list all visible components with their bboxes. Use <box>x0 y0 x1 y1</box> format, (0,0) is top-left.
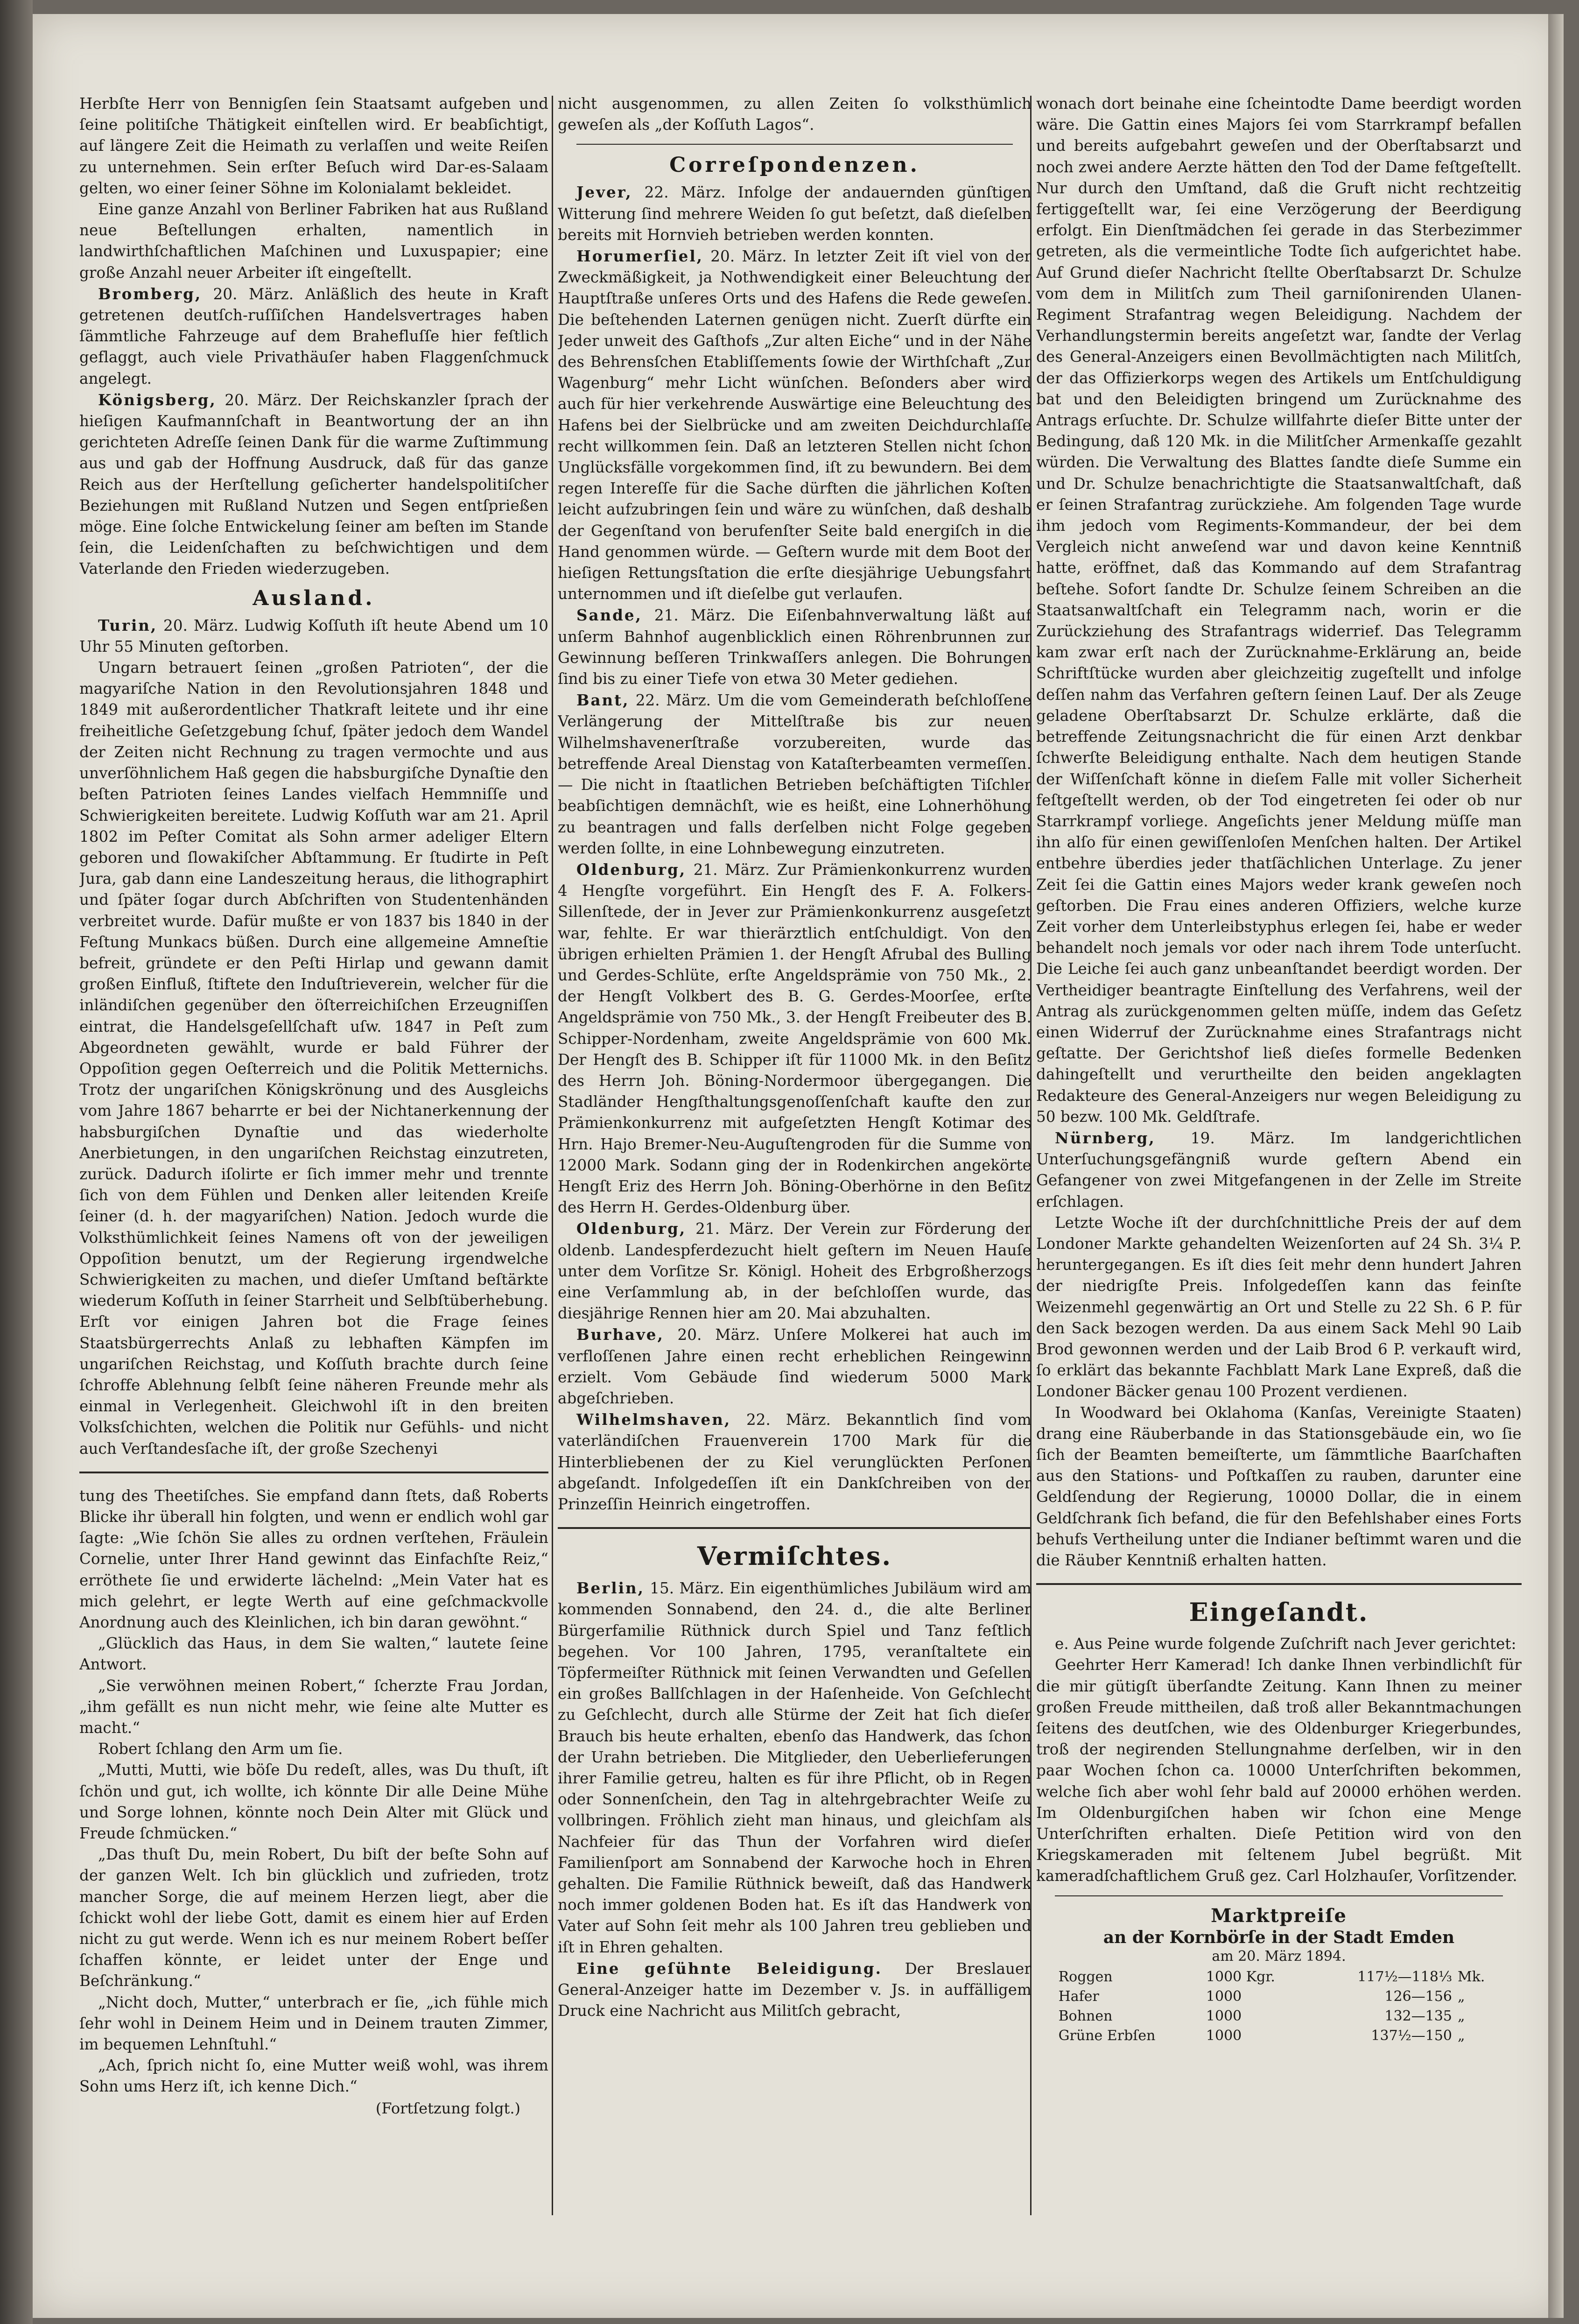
grain-unit: „ <box>1458 2027 1465 2044</box>
section-heading-vermischtes: Vermiſchtes. <box>697 1541 892 1571</box>
news-body: 22. März. Um die vom Gemeinderath beſchloſſene Verlängerung der Mittelſtraße bis zur neuen Wilhelmshavenerſtraße vorzubereiten, wurde das betreffende Areal Dienstag von Kataſterbeamten vermeſſen. — Die nicht in ſtaatlichen Betrieben beſchäftigten Tiſchler beabſichtigen demnächſt, wie es heißt, eine Lohnerhöhung zu beantragen und falls derſelben nicht Folge gegeben werden ſollte, in eine Lohnbewegung einzutreten. <box>558 691 1032 857</box>
grain-price: 117½—118⅓ <box>1357 1968 1453 1985</box>
dateline-city: Horumerſiel, <box>576 247 703 266</box>
section-divider <box>576 144 1013 145</box>
dateline-city: Königsberg, <box>98 390 217 409</box>
grain-quantity: 1000 <box>1206 2027 1242 2044</box>
news-body: 20. März. In letzter Zeit iſt viel von der Zweckmäßigkeit, ja Nothwendigkeit einer Beleuchtung der Hauptſtraße unſeres Orts und des Hafens die Rede geweſen. Die beſtehenden Laternen genügen nicht. Zuerſt dürfte ein Jeder unweit des Gaſthofs „Zur alten Eiche“ und in der Nähe des Behrensſchen Etabliſſements ſowie der Wirthſchaft „Zur Wagenburg“ mehr Licht wünſchen. Beſonders aber wird auch für hier verkehrende Auswärtige eine Beleuchtung des Hafens bei der Sielbrücke und am zweiten Deichdurchlaſſe recht willkommen ſein. Daß an letzteren Stellen nicht ſchon Unglücksfälle vorgekommen ſind, iſt zu bewundern. Bei dem regen Intereſſe für die Sache dürften die jährlichen Koſten leicht aufzubringen ſein und wäre zu wünſchen, daß deshalb der Gegenſtand von berufenſter Seite bald energiſch in die Hand genommen würde. — Geſtern wurde mit dem Boot der hieſigen Rettungsſtation die erſte diesjährige Uebungsfahrt unternommen und iſt dieſelbe gut verlaufen. <box>558 247 1032 603</box>
news-wilhelmshaven <box>558 1409 1032 1515</box>
grain-quantity: 1000 <box>1206 2007 1242 2024</box>
grain-unit: „ <box>1458 1988 1465 2005</box>
news-body: 21. März. Die Eiſenbahnverwaltung läßt auf unſerm Bahnhof augenblicklich einen Röhrenbrunnen zur Gewinnung beſſeren Trinkwaſſers anlegen. Die Bohrungen ſind bis zu einer Tiefe von etwa 30 Meter gediehen. <box>558 606 1032 688</box>
grain-name: Roggen <box>1058 1968 1113 1985</box>
news-bant <box>558 690 1032 859</box>
grain-price: 132—135 <box>1384 2007 1453 2024</box>
news-oldenburg-2 <box>558 1218 1032 1324</box>
feuilleton-paragraph: tung des Theetiſches. Sie empfand dann ſtets, daß Roberts Blicke ihr überall hin folgten, und wenn er endlich wohl gar ſagte: „Wie ſchön Sie alles zu ordnen verſtehen, Fräulein Cornelie, unter Ihrer Hand gewinnt das Einfachſte Reiz,“ erröthete ſie und erwiderte lächelnd: „Mein Vater hat es mich gelehrt, er legte Werth auf eine geſchmackvolle Anordnung auch des Kleinlichen, ich bin daran gewöhnt.“ <box>79 1486 548 1632</box>
section-divider <box>1036 1583 1522 1585</box>
page-edge <box>1548 14 1564 2318</box>
news-koenigsberg <box>79 389 548 580</box>
grain-unit: Mk. <box>1458 1968 1485 1985</box>
column-rule-1 <box>552 96 553 2215</box>
market-price-table <box>1056 1967 1502 2046</box>
news-body: 20. März. Anläßlich des heute in Kraft getretenen deutſch-ruſſiſchen Handelsvertrages haben ſämmtliche Fahrzeuge auf dem Brahefluſſe hier feſtlich geflaggt, auch viele Privathäuſer haben Flaggenſchmuck angelegt. <box>79 285 548 387</box>
table-row <box>1056 2026 1502 2046</box>
grain-name: Grüne Erbſen <box>1058 2027 1156 2044</box>
column-1 <box>79 93 548 2218</box>
dateline-city: Wilhelmshaven, <box>576 1410 731 1429</box>
binding-gutter <box>0 0 33 2324</box>
table-row <box>1056 1967 1502 1987</box>
feuilleton-paragraph: Robert ſchlang den Arm um ſie. <box>98 1740 343 1758</box>
grain-quantity: 1000 <box>1206 1988 1242 2005</box>
feuilleton-paragraph: „Sie verwöhnen meinen Robert,“ ſcherzte Frau Jordan, „ihm gefällt es nun nicht mehr, wie ſeine alte Mutter es macht.“ <box>79 1676 548 1737</box>
feuilleton-divider <box>79 1472 548 1473</box>
news-jever <box>558 182 1032 246</box>
news-berlin <box>558 1578 1032 1958</box>
news-body: 21. März. Der Verein zur Förderung der oldenb. Landespferdezucht hielt geſtern im Neuen Hauſe unter dem Vorſitze Sr. Königl. Hoheit des Erbgroßherzogs eine Verſammlung ab, in der beſchloſſen wurde, das diesjährige Rennen hier am 20. Mai abzuhalten. <box>558 1220 1032 1323</box>
article-paragraph: wonach dort beinahe eine ſcheintodte Dame beerdigt worden wäre. Die Gattin eines Majors ſei vom Starrkrampf befallen und bereits aufgebahrt geweſen und der Oberſtabsarzt und noch zwei andere Aerzte hätten den Tod der Dame feſtgeſtellt. Nur durch den Umſtand, daß die Gruft nicht rechtzeitig fertiggeſtellt war, ſei eine Verzögerung der Beerdigung erfolgt. Ein Dienſtmädchen ſei gerade in das Sterbezimmer getreten, als die vermeintliche Todte ſich aufgerichtet habe. Auf Grund dieſer Nachricht ſtellte Oberſtabsarzt Dr. Schulze vom dem in Militſch zum Theil garniſonirenden Ulanen-Regiment Strafantrag wegen Beleidigung. Nachdem der Verhandlungstermin bereits angeſetzt war, ſandte der Verlag des General-Anzeigers einen Bevollmächtigten nach Militſch, der das Offizierkorps wegen des Artikels um Entſchuldigung bat und den Beleidigten bringend um Zurücknahme des Antrags erſuchte. Dr. Schulze willfahrte dieſer Bitte unter der Bedingung, daß 120 Mk. in die Militſcher Armenkaſſe gezahlt würden. Die Verwaltung des Blattes ſandte dieſe Summe ein und Dr. Schulze benachrichtigte die Staatsanwaltſchaft, daß er ſeinen Strafantrag zurückziehe. Am folgenden Tage wurde ihm jedoch vom Regiments-Kommandeur, der bei dem Vergleich nicht anweſend war und davon keine Kenntniß hatte, eröffnet, daß das Kommando auf dem Strafantrag beſtehe. Sofort ſandte Dr. Schulze ſeinem Schreiben an die Staatsanwaltſchaft ein Telegramm nach, worin er die Zurückziehung des Strafantrags widerrief. Das Telegramm kam zwar erſt nach der Zurücknahme-Erklärung an, beide Schriftſtücke wurden aber gleichzeitig zugeſtellt und infolge deſſen nahm das Verfahren geſtern ſeinen Lauf. Der als Zeuge geladene Oberſtabsarzt Dr. Schulze erklärte, daß die betreffende Zeitungsnachricht die für einen Arzt denkbar ſchwerſte Beleidigung enthalte. Nach dem heutigen Stande der Wiſſenſchaft könne in dieſem Falle mit voller Sicherheit feſtgeſtellt werden, ob der Tod eingetreten ſei oder ob nur Starrkrampf vorliege. Angeſichts jener Meldung müſſe man ihn alſo für einen gewiſſenloſen Menſchen halten. Der Artikel entbehre überdies jeder thatſächlichen Unterlage. Zu jener Zeit ſei die Gattin eines Majors weder krank geweſen noch geſtorben. Die Frau eines anderen Offiziers, welche kurze Zeit vorher dem Unterleibstyphus erlegen ſei, habe er weder behandelt noch jemals vor oder nach ihrem Tode unterſucht. Die Leiche ſei auch ganz unbeanſtandet beerdigt worden. Der Vertheidiger beantragte Einſtellung des Verfahrens, weil der Antrag als zurückgenommen gelten müſſe, indem das Geſetz einen Widerruf der Zurücknahme eines Strafantrags nicht geſtatte. Der Gerichtshof ließ dieſes formelle Bedenken dahingeſtellt und verurtheilte den beiden angeklagten Redakteure des General-Anzeigers nur wegen Beleidigung zu 50 bezw. 100 Mk. Geldſtrafe. <box>1036 95 1522 1126</box>
news-nuernberg <box>1036 1127 1522 1212</box>
section-heading-correspondenzen: Correſpondenzen. <box>669 153 920 177</box>
continuation-note: (Fortſetzung folgt.) <box>375 2099 520 2117</box>
grain-price: 137½—150 <box>1371 2027 1453 2044</box>
feuilleton-paragraph: „Ach, ſprich nicht ſo, eine Mutter weiß wohl, was ihrem Sohn ums Herz iſt, ich kenne Dich.“ <box>79 2056 548 2096</box>
article-paragraph: nicht ausgenommen, zu allen Zeiten ſo volksthümlich geweſen als „der Koſſuth Lagos“. <box>558 95 1032 134</box>
table-row <box>1056 2007 1502 2026</box>
news-oldenburg-1 <box>558 859 1032 1218</box>
dateline-city: Burhave, <box>576 1325 664 1344</box>
eingesandt-intro: e. Aus Peine wurde folgende Zuſchrift nach Jever gerichtet: <box>1055 1635 1516 1653</box>
news-body: 19. März. Im landgerichtlichen Unterſuchungsgefängniß wurde geſtern Abend ein Gefangener von zwei Mitgefangenen in der Zelle im Streite erſchlagen. <box>1036 1129 1522 1211</box>
section-heading-eingesandt: Eingeſandt. <box>1189 1597 1369 1627</box>
section-divider <box>1055 1895 1503 1896</box>
news-hooksiel <box>558 246 1032 605</box>
news-woodward: In Woodward bei Oklahoma (Kanſas, Vereinigte Staaten) drang eine Räuberbande in das Stationsgebäude ein, wo ſie ſich der Beamten bemeiſterte, um ſämmtliche Baarſchaften aus den Stations- und Poſtkaſſen zu rauben, darunter eine Geldſendung der Regierung, 10000 Dollar, die in einem Geldſchrank ſich befand, die für den Befehlshaber eines Forts behufs Vertheilung unter die Indianer beſtimmt waren und die die Räuber Kenntniß erhalten hatten. <box>1036 1403 1522 1570</box>
dateline-city: Turin, <box>98 616 158 634</box>
article-paragraph: Eine ganze Anzahl von Berliner Fabriken hat aus Rußland neue Beſtellungen erhalten, namentlich in landwirthſchaftlichen Maſchinen und Luxuspapier; eine große Anzahl neuer Arbeiter iſt eingeſtellt. <box>79 200 548 282</box>
grain-quantity: 1000 Kgr. <box>1206 1968 1275 1985</box>
article-paragraph: Herbſte Herr von Bennigſen ſein Staatsamt aufgeben und ſeine politiſche Thätigkeit einſtellen wird. Er beabſichtigt, auf längere Zeit die Heimath zu verlaſſen und weite Reiſen zu unternehmen. Sein erſter Beſuch wird Dar-es-Salaam gelten, wo einer ſeiner Söhne im Kolonialamt bekleidet. <box>79 95 548 197</box>
dateline-city: Bant, <box>576 691 630 710</box>
news-burhave <box>558 1324 1032 1409</box>
story-title: Eine geſühnte Beleidigung. <box>576 1959 882 1978</box>
section-heading-ausland: Ausland. <box>253 586 375 610</box>
news-body: 20. März. Unſere Molkerei hat auch im verfloſſenen Jahre einen recht erheblichen Reingewinn erzielt. Vom Gebäude ſind wiederum 5000 Mark abgeſchrieben. <box>558 1326 1032 1407</box>
news-sande <box>558 605 1032 690</box>
eingesandt-letter: Geehrter Herr Kamerad! Ich danke Ihnen verbindlichſt für die mir gütigſt überſandte Zeitung. Kann Ihnen zu meiner großen Freude mittheilen, daß troß aller Bekanntmachungen ſeitens des deutſchen, wie des Oldenburger Kriegerbundes, troß der negirenden Stellungnahme derſelben, wir in den paar Wochen ſchon ca. 10000 Unterſchriften bekommen, welche ſich aber wohl ſehr bald auf 20000 erhöhen werden. Im Oldenburgiſchen haben wir ſchon eine Menge Unterſchriften erhalten. Dieſe Petition wird von den Kriegskameraden mit ſeltenem Jubel begrüßt. Mit kameradſchaftlichem Gruß gez. Carl Holzhauſer, Vorſitzender. <box>1036 1656 1522 1885</box>
dateline-city: Oldenburg, <box>576 1219 687 1238</box>
grain-unit: „ <box>1458 2007 1465 2024</box>
market-subtitle: an der Kornbörſe in der Stadt Emden <box>1103 1927 1455 1947</box>
dateline-city: Berlin, <box>576 1579 645 1598</box>
news-beleidigung <box>558 1958 1032 2022</box>
dateline-city: Sande, <box>576 606 642 625</box>
feuilleton-paragraph: „Nicht doch, Mutter,“ unterbrach er ſie, „ich fühle mich ſehr wohl in Deinem Heim und in Deinem trauten Zimmer, im bequemen Lehnſtuhl.“ <box>79 1993 548 2054</box>
grain-price: 126—156 <box>1384 1988 1453 2005</box>
column-3 <box>1036 93 1522 2218</box>
column-2 <box>558 93 1032 2218</box>
news-turin <box>79 615 548 657</box>
dateline-city: Oldenburg, <box>576 860 687 879</box>
feuilleton-paragraph: „Das thuſt Du, mein Robert, Du biſt der beſte Sohn auf der ganzen Welt. Ich bin glücklich und zufrieden, trotz mancher Sorge, die auf meinem Herzen liegt, aber die ſchickt wohl der liebe Gott, damit es einem hier auf Erden nicht zu gut werde. Wenn ich es nur meinem Robert beſſer ſchaffen könnte, er leidet unter der Enge und Beſchränkung.“ <box>79 1845 548 1990</box>
news-body: 22. März. Infolge der andauernden günſtigen Witterung ſind mehrere Weiden ſo gut beſetzt, daß dieſelben bereits mit Hornvieh betrieben werden konnten. <box>558 183 1032 244</box>
feuilleton-paragraph: „Mutti, Mutti, wie böſe Du redeſt, alles, was Du thuſt, iſt ſchön und gut, ich wollte, ich könnte Dir alle Deine Mühe und Sorge lohnen, könnte noch Dein Alter mit Glück und Freude ſchmücken.“ <box>79 1761 548 1843</box>
section-divider <box>558 1527 1032 1529</box>
dateline-city: Nürnberg, <box>1055 1128 1156 1147</box>
table-row <box>1056 1987 1502 2007</box>
news-london: Letzte Woche iſt der durchſchnittliche Preis der auf dem Londoner Markte gehandelten Weizenſorten auf 24 Sh. 3¼ P. heruntergegangen. Es iſt dies ſeit mehr denn hundert Jahren der niedrigſte Preis. Infolgedeſſen kann das feinſte Weizenmehl gegenwärtig an Ort und Stelle zu 22 Sh. 6 P. für den Sack bezogen werden. Da aus einem Sack Mehl 90 Laib Brod gewonnen werden und der Laib Brod 6 P. verkauft wird, ſo erklärt das bekannte Fachblatt Mark Lane Expreß, daß die Londoner Bäcker genau 100 Prozent verdienen. <box>1036 1213 1522 1401</box>
news-body: 21. März. Zur Prämienkonkurrenz wurden 4 Hengſte vorgeführt. Ein Hengſt des F. A. Folkers-Sillenſtede, der in Jever zur Prämienkonkurrenz ausgeſetzt war, fehlte. Er war thierärztlich entſchuldigt. Von den übrigen erhielten Prämien 1. der Hengſt Afrubal des Bulling und Gerdes-Schlüte, erſte Angeldsprämie von 750 Mk., 2. der Hengſt Volkbert des B. G. Gerdes-Moorſee, erſte Angeldsprämie von 750 Mk., 3. der Hengſt Freibeuter des B. Schipper-Nordenham, zweite Angeldsprämie von 600 Mk. Der Hengſt des B. Schipper iſt für 11000 Mk. in den Beſitz des Herrn Joh. Böning-Nordermoor übergegangen. Die Stadländer Hengſthaltungsgenoſſenſchaft kaufte den zur Prämienkonkurrenz mit aufgeſetzten Hengſt Kotimar des Hrn. Hajo Bremer-Neu-Auguſtengroden für die Summe von 12000 Mark. Sodann ging der in Rodenkirchen angekörte Hengſt Eriz des Herrn Joh. Böning-Oberhörne in den Beſitz des Herrn H. Gerdes-Oldenburg über. <box>558 860 1032 1217</box>
grain-name: Hafer <box>1058 1988 1099 2005</box>
news-body: 15. März. Ein eigenthümliches Jubiläum wird am kommenden Sonnabend, den 24. d., die alte Berliner Bürgerfamilie Rüthnick durch Spiel und Tanz feſtlich begehen. Vor 100 Jahren, 1795, veranſtaltete ein Töpfermeiſter Rüthnick mit ſeinen Verwandten und Geſellen ein großes Ballſchlagen in der Haſenheide. Von Geſchlecht zu Geſchlecht, durch alle Stürme der Zeit hat ſich dieſer Brauch bis heute erhalten, ebenſo das Handwerk, das ſchon der Urahn betrieben. Die Mitglieder, den Ueberlieferungen ihrer Familie getreu, halten es für ihre Pflicht, ob in Regen oder Sonnenſchein, den Tag in altehrgebrachter Weiſe zu vollbringen. Fröhlich zieht man hinaus, und gleichſam als Nachfeier für das Thun der Vorfahren wird dieſer Familienſport am Sonnabend der Karwoche hoch in Ehren gehalten. Die Familie Rüthnick beweiſt, daß das Handwerk noch immer goldenen Boden hat. Es iſt das Handwerk von Vater auf Sohn ſeit mehr als 100 Jahren treu geblieben und iſt in Ehren gehalten. <box>558 1579 1032 1956</box>
market-title: Marktpreiſe <box>1211 1904 1347 1927</box>
dateline-city: Jever, <box>576 183 632 202</box>
grain-name: Bohnen <box>1058 2007 1113 2024</box>
feuilleton-paragraph: „Glücklich das Haus, in dem Sie walten,“ lautete ſeine Antwort. <box>79 1634 548 1674</box>
news-bromberg <box>79 283 548 389</box>
news-body: 20. März. Ludwig Koſſuth iſt heute Abend um 10 Uhr 55 Minuten geſtorben. <box>79 616 548 655</box>
news-body: 22. März. Bekanntlich ſind vom vaterländiſchen Frauenverein 1700 Mark für die Hinterbliebenen der zu Kiel verunglückten Perſonen abgeſandt. Infolgedeſſen iſt ein Dankſchreiben von der Prinzeſſin Heinrich eingetroffen. <box>558 1411 1032 1513</box>
news-body: 20. März. Der Reichskanzler ſprach der hieſigen Kaufmannſchaft in Beantwortung der an ihn gerichteten Adreſſe ſeinen Dank für die warme Zuſtimmung aus und gab der Hoffnung Ausdruck, daß für das ganze Reich aus der Herſtellung geſicherter handelspolitiſcher Beziehungen mit Rußland Nutzen und Segen entſprießen möge. Eine ſolche Entwickelung ſeiner am beſten im Stande ſein, die Leidenſchaften zu beſchwichtigen und dem Vaterlande den Frieden wiederzugeben. <box>79 391 548 578</box>
market-date: am 20. März 1894. <box>1212 1948 1346 1965</box>
article-paragraph: Ungarn betrauert ſeinen „großen Patrioten“, der die magyariſche Nation in den Revolutionsjahren 1848 und 1849 mit außerordentlicher Thatkraft leitete und ihr eine freiheitliche Geſetzgebung ſchuf, ſpäter jedoch dem Wandel der Zeiten nicht Rechnung zu tragen vermochte und aus unverſöhnlichem Haß gegen die habsburgiſche Dynaſtie den beſten Patrioten ſeines Landes vielfach Hemmniſſe und Schwierigkeiten bereitete. Ludwig Koſſuth war am 21. April 1802 im Peſter Comitat als Sohn armer adeliger Eltern geboren und ſlowakiſcher Abſtammung. Er ſtudirte in Peſt Jura, gab dann eine Landeszeitung heraus, die lithographirt und ſpäter ſogar durch Abſchriften von Studentenhänden verbreitet wurde. Dafür mußte er von 1837 bis 1840 in der Feſtung Munkacs büßen. Durch eine allgemeine Amneſtie befreit, gründete er den Peſti Hirlap und gewann damit großen Einfluß, ſtiftete den Induſtrieverein, welcher für die inländiſchen gegenüber den öſterreichiſchen Erzeugniſſen eintrat, die Handelsgeſellſchaft uſw. 1847 in Peſt zum Abgeordneten gewählt, wurde er bald Führer der Oppoſition gegen Oeſterreich und die Politik Metternichs. Trotz der ungariſchen Königskrönung und des Ausgleichs vom Jahre 1867 beharrte er bei der Nichtanerkennung der habsburgiſchen Dynaſtie und das wiederholte Anerbietungen, in den ungariſchen Reichstag einzutreten, zurück. Dadurch iſolirte er ſich immer mehr und trennte ſich von dem Fühlen und Denken aller leitenden Kreiſe ſeiner (d. h. der magyariſchen) Nation. Jedoch wurde die Volksthümlichkeit ſeines Namens oft von der jeweiligen Oppoſition benutzt, um der Regierung irgendwelche Schwierigkeiten zu machen, und dieſer Umſtand beſtärkte wiederum Koſſuth in ſeiner Starrheit und Selbſtüberhebung. Erſt vor einigen Jahren bot die Frage ſeines Staatsbürgerrechts Anlaß zu lebhaften Kämpfen im ungariſchen Reichstag, und Koſſuth brachte durch ſeine ſchroffe Ablehnung ſelbſt ſeine näheren Freunde mehr als einmal in Verlegenheit. Gleichwohl iſt in den breiten Volksſchichten, welchen die Politik nur Gefühls- und nicht auch Verſtandesſache iſt, der große Szechenyi <box>79 659 548 1458</box>
dateline-city: Bromberg, <box>98 284 202 303</box>
news-body: Der Breslauer General-Anzeiger hatte im Dezember v. Js. in auffälligem Druck eine Nachricht aus Militſch gebracht, <box>558 1959 1032 2020</box>
